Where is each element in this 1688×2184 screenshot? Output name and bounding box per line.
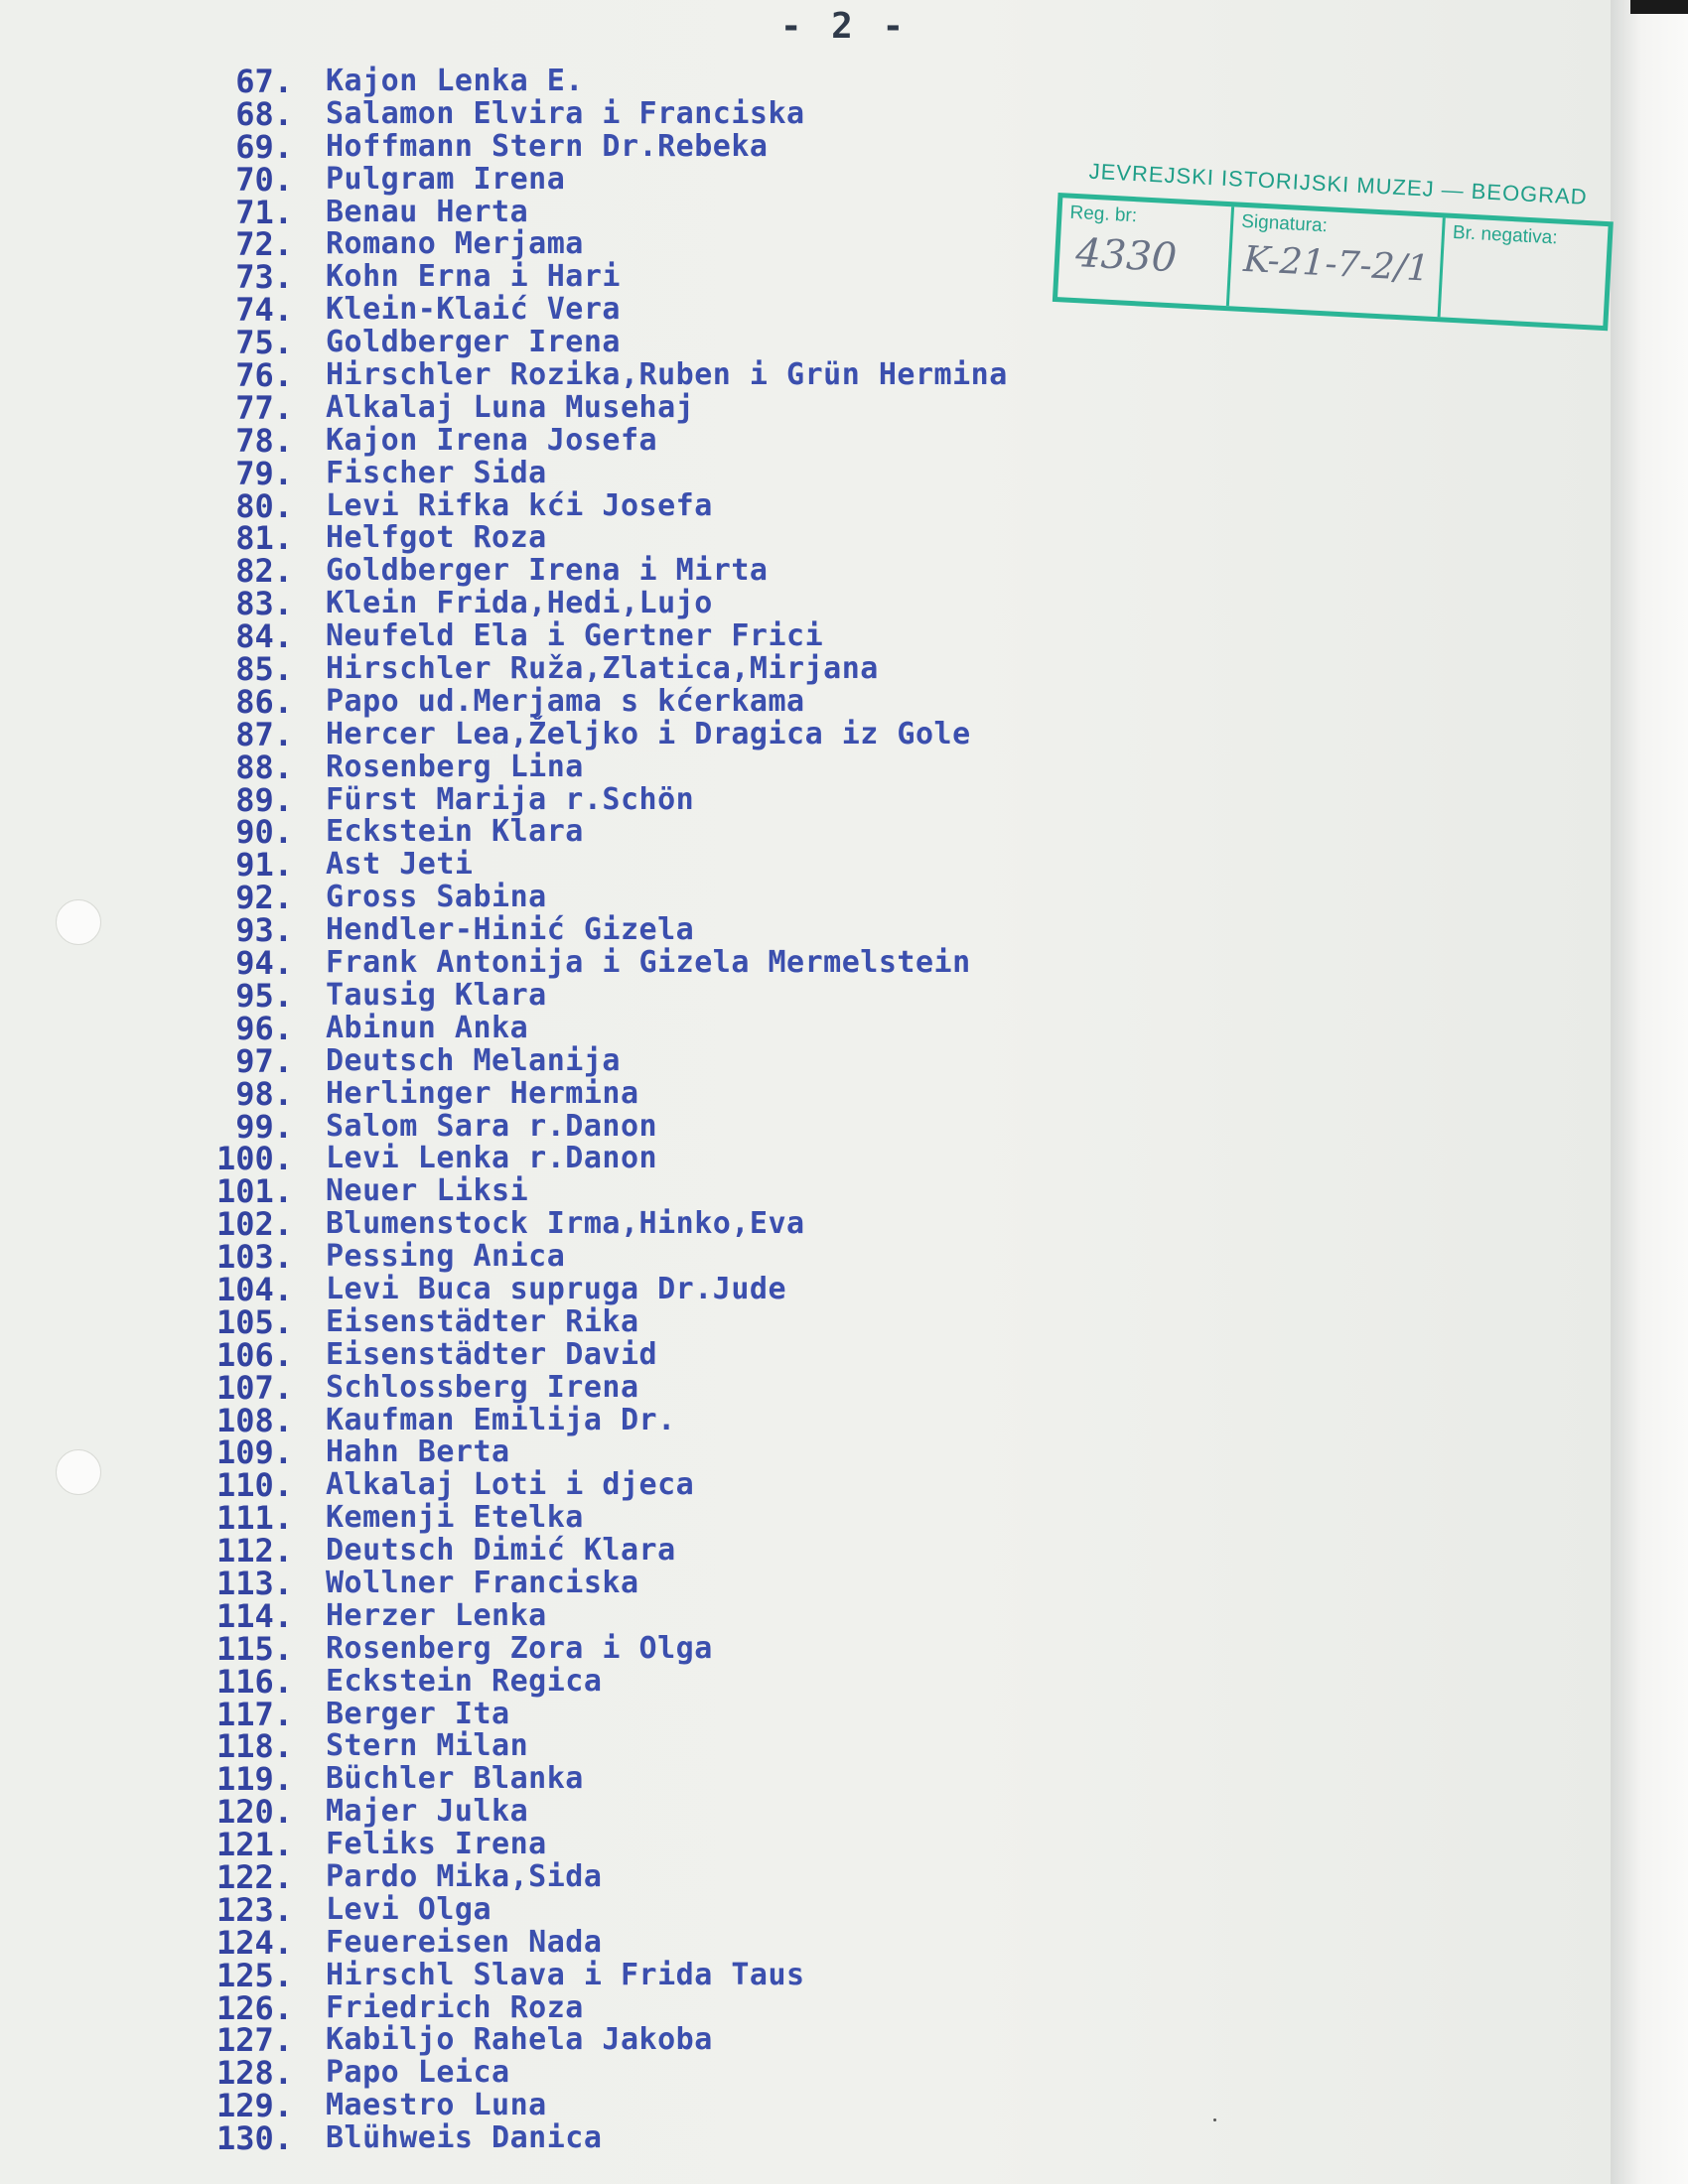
entry-number: 103.	[215, 1238, 293, 1277]
list-item	[0, 715, 1609, 753]
list-item	[0, 1335, 1609, 1374]
entry-name: Fürst Marija r.Schön	[326, 781, 695, 817]
entry-name: Berger Ita	[326, 1696, 510, 1731]
entry-number: 106.	[215, 1335, 293, 1374]
entry-name: Deutsch Dimić Klara	[326, 1533, 676, 1569]
entry-name: Frank Antonija i Gizela Mermelstein	[326, 945, 971, 981]
entry-number: 76.	[235, 356, 293, 395]
entry-name: Pardo Mika,Sida	[326, 1858, 603, 1894]
entry-name: Neufeld Ela i Gertner Frici	[326, 618, 824, 654]
entry-name: Eckstein Klara	[326, 814, 584, 850]
entry-name: Stern Milan	[326, 1728, 529, 1764]
entry-number: 92.	[235, 879, 293, 917]
list-item	[0, 388, 1609, 427]
entry-number: 105.	[215, 1302, 293, 1341]
entry-number: 124.	[215, 1923, 293, 1962]
list-item	[0, 356, 1609, 395]
entry-name: Schlossberg Irena	[326, 1369, 639, 1405]
entry-name: Hirschler Ruža,Zlatica,Mirjana	[326, 651, 879, 687]
list-item	[0, 1074, 1609, 1113]
entry-name: Abinun Anka	[326, 1010, 529, 1045]
entry-number: 67.	[235, 63, 293, 100]
list-item	[0, 1532, 1609, 1570]
entry-number: 93.	[235, 911, 293, 950]
list-item	[0, 552, 1609, 591]
entry-name: Hoffmann Stern Dr.Rebeka	[326, 128, 769, 164]
entry-name: Kaufman Emilija Dr.	[326, 1402, 676, 1437]
list-item	[0, 682, 1609, 721]
entry-number: 96.	[235, 1009, 293, 1047]
entry-number: 122.	[215, 1857, 293, 1896]
entry-number: 111.	[215, 1499, 293, 1538]
entry-number: 129.	[215, 2087, 293, 2125]
list-item	[0, 193, 1609, 231]
list-item	[0, 1956, 1609, 1994]
list-item	[0, 846, 1609, 885]
entry-name: Salom Sara r.Danon	[326, 1108, 658, 1144]
entry-number: 78.	[235, 421, 293, 460]
entry-number: 107.	[215, 1368, 293, 1407]
entry-name: Hirschl Slava i Frida Taus	[326, 1957, 805, 1992]
list-item	[0, 1172, 1609, 1211]
entry-name: Büchler Blanka	[326, 1761, 584, 1797]
list-item	[0, 1695, 1609, 1733]
list-item	[0, 1793, 1609, 1832]
entry-number: 77.	[235, 388, 293, 427]
page-number	[0, 6, 1688, 47]
list-item	[0, 324, 1609, 362]
entry-number: 120.	[215, 1793, 293, 1832]
scan-edge	[1611, 0, 1688, 2184]
list-item	[0, 1302, 1609, 1341]
list-item	[0, 911, 1609, 950]
list-item	[0, 63, 1609, 100]
entry-number: 127.	[215, 2021, 293, 2060]
entry-name: Fischer Sida	[326, 455, 547, 490]
entry-name: Tausig Klara	[326, 977, 547, 1013]
entry-number: 86.	[235, 682, 293, 721]
entry-name: Alkalaj Loti i djeca	[326, 1467, 695, 1503]
list-item	[0, 780, 1609, 819]
entry-name: Goldberger Irena	[326, 325, 621, 360]
entry-number: 82.	[235, 552, 293, 591]
entry-number: 117.	[215, 1695, 293, 1733]
entry-name: Benau Herta	[326, 194, 529, 229]
entry-number: 112.	[215, 1532, 293, 1570]
entry-number: 79.	[235, 454, 293, 492]
entry-number: 91.	[235, 846, 293, 885]
list-item	[0, 617, 1609, 656]
entry-number: 84.	[235, 617, 293, 656]
entry-name: Klein-Klaić Vera	[326, 292, 621, 328]
entry-name: Herlinger Hermina	[326, 1075, 639, 1111]
list-item	[0, 94, 1609, 133]
entry-number: 125.	[215, 1956, 293, 1994]
entry-number: 110.	[215, 1466, 293, 1505]
entry-name: Pulgram Irena	[326, 161, 566, 197]
entry-name: Kabiljo Rahela Jakoba	[326, 2022, 713, 2058]
entry-number: 123.	[215, 1890, 293, 1929]
entry-number: 130.	[215, 2119, 293, 2158]
entry-name: Helfgot Roza	[326, 520, 547, 556]
entry-number: 98.	[235, 1074, 293, 1113]
list-item	[0, 1890, 1609, 1929]
entry-number: 74.	[235, 291, 293, 330]
entry-number: 115.	[215, 1629, 293, 1668]
entry-number: 68.	[235, 94, 293, 133]
list-item	[0, 1041, 1609, 1080]
entry-name: Levi Lenka r.Danon	[326, 1141, 658, 1176]
entry-name: Romano Merjama	[326, 226, 584, 262]
entry-name: Wollner Franciska	[326, 1565, 639, 1600]
entry-number: 108.	[215, 1401, 293, 1439]
entry-name: Hirschler Rozika,Ruben i Grün Hermina	[326, 357, 1008, 393]
list-item	[0, 2021, 1609, 2060]
list-item	[0, 1596, 1609, 1635]
entry-name: Rosenberg Lina	[326, 749, 584, 784]
list-item	[0, 421, 1609, 460]
entry-name: Klein Frida,Hedi,Lujo	[326, 586, 713, 621]
list-item	[0, 2087, 1609, 2125]
entry-name: Levi Buca supruga Dr.Jude	[326, 1271, 787, 1306]
list-item	[0, 519, 1609, 558]
entry-number: 70.	[235, 160, 293, 199]
entry-name: Salamon Elvira i Franciska	[326, 95, 805, 131]
list-item	[0, 454, 1609, 492]
list-item	[0, 585, 1609, 623]
entry-name: Blumenstock Irma,Hinko,Eva	[326, 1206, 805, 1242]
list-item	[0, 1499, 1609, 1538]
list-item	[0, 1205, 1609, 1244]
speck	[1213, 2118, 1216, 2121]
entry-number: 69.	[235, 127, 293, 166]
list-item	[0, 1140, 1609, 1178]
stamp-signatura-value: K-21-7-2/1	[1242, 238, 1431, 290]
list-item	[0, 1466, 1609, 1505]
entry-number: 100.	[215, 1140, 293, 1178]
entry-name: Kajon Irena Josefa	[326, 422, 658, 458]
list-item	[0, 1662, 1609, 1701]
entry-number: 116.	[215, 1662, 293, 1701]
entry-name: Neuer Liksi	[326, 1173, 529, 1209]
stamp-signatura-label: Signatura:	[1240, 210, 1329, 237]
list-item	[0, 1727, 1609, 1766]
list-item	[0, 1433, 1609, 1472]
entry-number: 118.	[215, 1727, 293, 1766]
entry-number: 113.	[215, 1564, 293, 1602]
stamp-reg-label: Reg. br:	[1069, 202, 1138, 227]
entry-number: 114.	[215, 1596, 293, 1635]
entry-number: 121.	[215, 1826, 293, 1864]
entry-number: 83.	[235, 585, 293, 623]
entry-number: 89.	[235, 780, 293, 819]
list-item	[0, 486, 1609, 525]
stamp-title: JEVREJSKI ISTORIJSKI MUZEJ — BEOGRAD	[1088, 158, 1589, 209]
stamp-negativ-label: Br. negativa:	[1452, 221, 1559, 249]
entry-number: 109.	[215, 1433, 293, 1472]
list-item	[0, 1564, 1609, 1602]
entry-number: 102.	[215, 1205, 293, 1244]
entry-number: 90.	[235, 813, 293, 852]
list-item	[0, 291, 1609, 330]
list-item	[0, 1826, 1609, 1864]
entry-name: Papo ud.Merjama s kćerkama	[326, 683, 805, 719]
entry-number: 80.	[235, 486, 293, 525]
entry-number: 119.	[215, 1760, 293, 1799]
entry-name: Eisenstädter David	[326, 1336, 658, 1372]
list-item	[0, 160, 1609, 199]
entry-name: Hercer Lea,Željko i Dragica iz Gole	[326, 716, 971, 751]
list-item	[0, 1760, 1609, 1799]
entry-name: Feuereisen Nada	[326, 1924, 603, 1960]
entry-number: 88.	[235, 748, 293, 786]
entry-name: Kajon Lenka E.	[326, 64, 584, 98]
entry-name: Kemenji Etelka	[326, 1500, 584, 1536]
entry-number: 128.	[215, 2054, 293, 2093]
entry-number: 85.	[235, 650, 293, 689]
list-item	[0, 1009, 1609, 1047]
list-item	[0, 2119, 1609, 2158]
list-item	[0, 1238, 1609, 1277]
entry-name: Levi Olga	[326, 1891, 492, 1927]
entry-number: 126.	[215, 1988, 293, 2027]
entry-number: 81.	[235, 519, 293, 558]
entry-name: Papo Leica	[326, 2055, 510, 2091]
entry-number: 101.	[215, 1172, 293, 1211]
list-item	[0, 1107, 1609, 1146]
entry-name: Kohn Erna i Hari	[326, 259, 621, 295]
entry-number: 97.	[235, 1041, 293, 1080]
entry-number: 72.	[235, 225, 293, 264]
entry-name: Maestro Luna	[326, 2088, 547, 2123]
entry-name: Eckstein Regica	[326, 1663, 603, 1699]
stamp-reg-value: 4330	[1074, 230, 1179, 282]
entry-number: 94.	[235, 944, 293, 983]
list-item	[0, 127, 1609, 166]
entry-name: Hendler-Hinić Gizela	[326, 912, 695, 948]
entry-number: 75.	[235, 324, 293, 362]
entry-name: Alkalaj Luna Musehaj	[326, 389, 695, 425]
entry-name: Goldberger Irena i Mirta	[326, 553, 769, 589]
entry-number: 99.	[235, 1107, 293, 1146]
list-item	[0, 879, 1609, 917]
list-item	[0, 1923, 1609, 1962]
entry-name: Pessing Anica	[326, 1239, 566, 1275]
entry-name: Herzer Lenka	[326, 1597, 547, 1633]
list-item	[0, 1857, 1609, 1896]
entry-number: 73.	[235, 258, 293, 297]
list-item	[0, 1988, 1609, 2027]
entry-number: 87.	[235, 715, 293, 753]
page-number-text: - 2 -	[779, 6, 909, 47]
entry-name: Friedrich Roza	[326, 1989, 584, 2025]
entry-name: Majer Julka	[326, 1794, 529, 1830]
list-item	[0, 976, 1609, 1015]
list-item	[0, 258, 1609, 297]
list-item	[0, 813, 1609, 852]
list-item	[0, 1368, 1609, 1407]
name-list	[0, 63, 1609, 2158]
list-item	[0, 944, 1609, 983]
entry-name: Eisenstädter Rika	[326, 1303, 639, 1339]
entry-number: 71.	[235, 193, 293, 231]
entry-name: Ast Jeti	[326, 847, 474, 883]
entry-name: Deutsch Melanija	[326, 1042, 621, 1078]
list-item	[0, 1629, 1609, 1668]
list-item	[0, 748, 1609, 786]
entry-name: Gross Sabina	[326, 880, 547, 915]
list-item	[0, 1401, 1609, 1439]
list-item	[0, 1270, 1609, 1308]
entry-name: Levi Rifka kći Josefa	[326, 487, 713, 523]
entry-number: 104.	[215, 1270, 293, 1308]
entry-name: Feliks Irena	[326, 1827, 547, 1862]
entry-name: Blühweis Danica	[326, 2120, 603, 2156]
entry-name: Rosenberg Zora i Olga	[326, 1630, 713, 1666]
entry-name: Hahn Berta	[326, 1434, 510, 1470]
list-item	[0, 650, 1609, 689]
entry-number: 95.	[235, 976, 293, 1015]
list-item	[0, 2054, 1609, 2093]
